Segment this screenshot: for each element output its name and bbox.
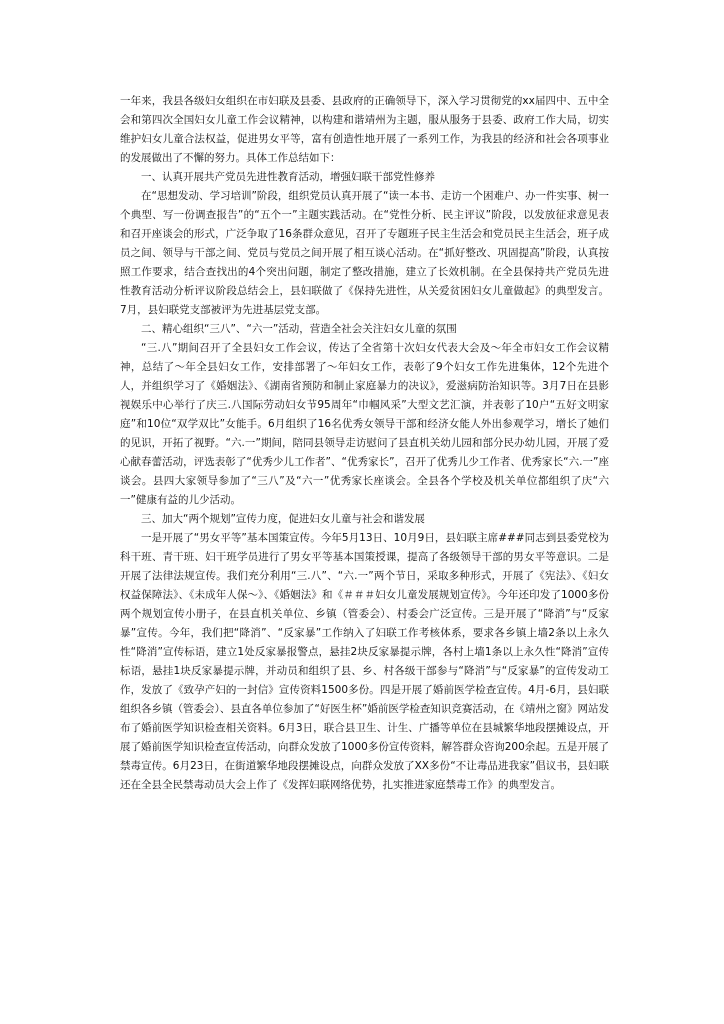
section-heading-1: 一、认真开展共产党员先进性教育活动，增强妇联干部党性修养 <box>141 171 435 183</box>
section-heading-3: 三、加大“两个规划”宣传力度，促进妇女儿童与社会和谐发展 <box>141 513 425 525</box>
document-page <box>120 92 609 795</box>
section-heading-2: 二、精心组织“三八”、“六一”活动，营造全社会关注妇女儿童的氛围 <box>141 323 457 335</box>
intro-paragraph: 一年来，我县各级妇女组织在市妇联及县委、县政府的正确领导下，深入学习贯彻党的xx届四中、五中全会和第四次全国妇女儿童工作会议精神，以构建和谐靖州为主题，服从服务于县委、政府工作大局，切实维护妇女儿童合法权益，促进男女平等，富有创造性地开展了一系列工作，为我县的经济和社会各项事业的发展做出了不懈的努力。具体工作总结如下： <box>120 95 609 164</box>
section-paragraph-3: 一是开展了“男女平等”基本国策宣传。今年5月13日、10月9日，县妇联主席###同志到县委党校为科干班、青干班、妇干班学员进行了男女平等基本国策授课，提高了各级领导干部的男女平等意识。二是开展了法律法规宣传。我们充分利用“三.八”、“六.一”两个节日，采取多种形式，开展了《宪法》、《妇女权益保障法》、《未成年人保～》、《婚姻法》和《＃＃＃妇女儿童发展规划宣传》。今年还印发了1000多份两个规划宣传小册子，在县直机关单位、乡镇（管委会）、村委会广泛宣传。三是开展了“降消”与“反家暴”宣传。今年，我们把“降消”、“反家暴”工作纳入了妇联工作考核体系，要求各乡镇上墙2条以上永久性“降消”宣传标语，建立1处反家暴报警点，悬挂2块反家暴提示牌，各村上墙1条以上永久性“降消”宣传标语，悬挂1块反家暴提示牌，并动员和组织了县、乡、村各级干部参与“降消”与“反家暴”的宣传发动工作，发放了《致孕产妇的一封信》宣传资料1500多份。四是开展了婚前医学检查宣传。4月-6月，县妇联组织各乡镇（管委会）、县直各单位参加了“好医生杯”婚前医学检查知识竞赛活动，在《靖州之窗》网站发布了婚前医学知识检查相关资料。6月3日，联合县卫生、计生、广播等单位在县城繁华地段摆摊设点，开展了婚前医学知识检查宣传活动，向群众发放了1000多份宣传资料，解答群众咨询200余起。五是开展了禁毒宣传。6月23日，在街道繁华地段摆摊设点，向群众发放了XX多份“不让毒品进我家”倡议书，县妇联还在全县全民禁毒动员大会上作了《发挥妇联网络优势，扎实推进家庭禁毒工作》的典型发言。 <box>120 532 609 791</box>
section-paragraph-2: “三.八”期间召开了全县妇女工作会议，传达了全省第十次妇女代表大会及～年全市妇女工作会议精神，总结了～年全县妇女工作，安排部署了～年妇女工作，表彰了9个妇女工作先进集体，12个先进个人，并组织学习了《婚姻法》、《湖南省预防和制止家庭暴力的决议》，爱滋病防治知识等。3月7日在县影视娱乐中心举行了庆三.八国际劳动妇女节95周年“巾帼风采”大型文艺汇演，并表彰了10户“五好文明家庭”和10位“双学双比”女能手。6月组织了16名优秀女领导干部和经济女能人外出参观学习，增长了她们的见识，开拓了视野。“六.一”期间，陪同县领导走访慰问了县直机关幼儿园和部分民办幼儿园，开展了爱心献春蕾活动，评选表彰了“优秀少儿工作者”、“优秀家长”，召开了优秀儿少工作者、优秀家长“六.一”座谈会。县四大家领导参加了“三八”及“六一”优秀家长座谈会。全县各个学校及机关单位都组织了庆“六一”健康有益的儿少活动。 <box>120 342 609 506</box>
section-paragraph-1: 在“思想发动、学习培训”阶段，组织党员认真开展了“读一本书、走访一个困难户、办一件实事、树一个典型、写一份调查报告”的“五个一”主题实践活动。在“党性分析、民主评议”阶段，以发放征求意见表和召开座谈会的形式，广泛争取了16条群众意见，召开了专题班子民主生活会和党员民主生活会，班子成员之间、领导与干部之间、党员与党员之间开展了相互谈心活动。在“抓好整改、巩固提高”阶段，认真按照工作要求，结合查找出的4个突出问题，制定了整改措施，建立了长效机制。在全县保持共产党员先进性教育活动分析评议阶段总结会上，县妇联做了《保持先进性，从关爱贫困妇女儿童做起》的典型发言。7月，县妇联党支部被评为先进基层党支部。 <box>120 190 609 316</box>
